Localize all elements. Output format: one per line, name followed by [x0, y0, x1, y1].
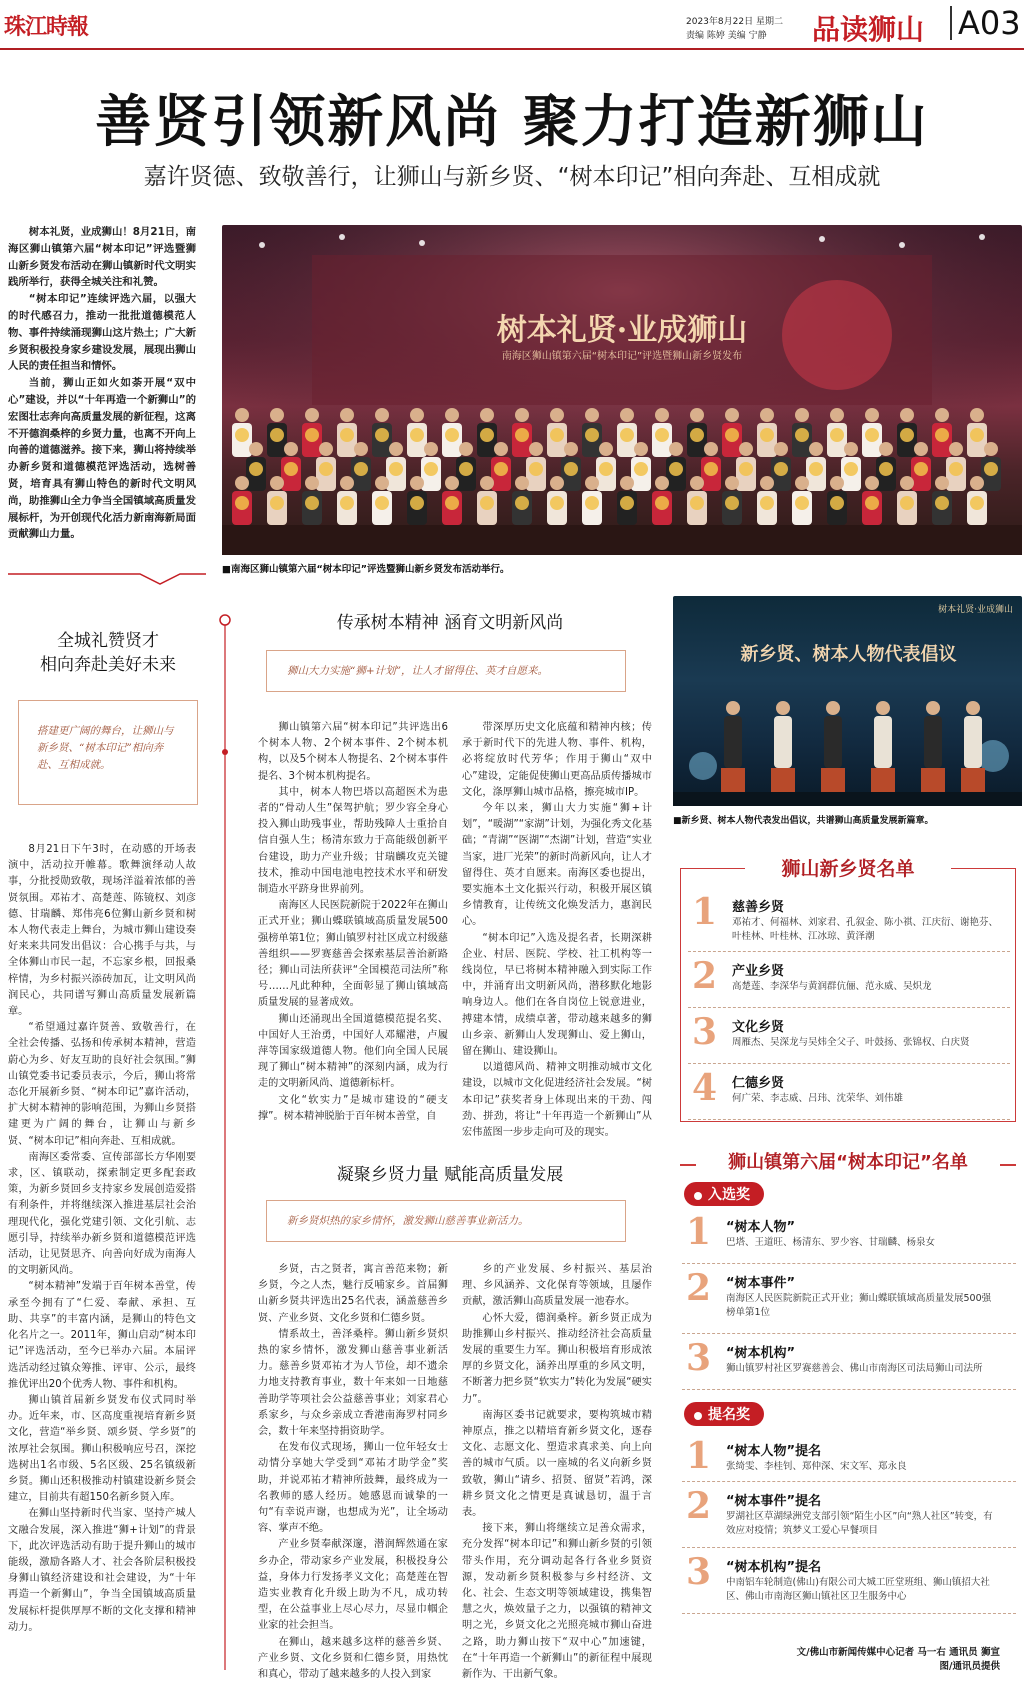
article-paragraph: 今年以来，狮山大力实施“狮+计划”，“暖湖”“家湖”计划，为强化秀文化基础；“青湖”“医湖”“杰湖”计划，营造“实业当家，进厂光荣”的新时尚新风向，让人才留得住、英才自愿来。南海区委也提出，要实施本土文化振兴行动，积极开展区镇乡情教育，让传统文化焕发活力，惠润民心。	[462, 803, 652, 928]
list-item-title: “树本事件”提名	[726, 1494, 822, 1509]
xiangxian-list-title: 狮山新乡贤名单	[745, 854, 951, 881]
divider-arrow	[0, 568, 210, 588]
dateline: 2023年8月22日 星期二	[686, 17, 783, 27]
left-article-column	[8, 842, 196, 1674]
list-item-number: 2	[686, 1485, 712, 1527]
left-section-title-1: 全城礼赞贤才	[57, 631, 159, 651]
list-item-number: 1	[692, 891, 718, 933]
article-paragraph: 南海区人民医院新院于2022年在狮山正式开业；狮山蝶联镇域高质量发展500强榜单第1位；狮山镇罗村社区成立村级慈善组织——罗赛慈善会探索基层善治新路径；狮山司法所获评“全国模范司法所”称号……凡此种种，全面彰显了狮山镇域高质量发展的显著成效。	[258, 900, 448, 1009]
winners-label-row	[682, 1180, 1016, 1208]
main-photo	[222, 225, 1022, 555]
list-item-title: 文化乡贤	[732, 1020, 785, 1035]
shuben-list-title: 狮山镇第六届“树本印记”名单	[696, 1148, 1000, 1174]
side-photo-title: 新乡贤、树本人物代表倡议	[740, 644, 957, 665]
article-paragraph: 在狮山，越来越多这样的慈善乡贤、产业乡贤、文化乡贤和仁德乡贤，用热忱和真心，带动了越来越多的人投入到家	[258, 1636, 448, 1681]
list-item	[682, 1208, 1016, 1264]
list-item	[688, 1008, 1010, 1064]
list-item-names: 何广荣、李志威、吕玮、沈荣华、刘伟雄	[732, 1093, 904, 1104]
list-item-title: 仁德乡贤	[732, 1076, 785, 1091]
mid-section-2-title: 凝聚乡贤力量 赋能高质量发展	[336, 1165, 564, 1185]
mid-section-1-col-2	[462, 720, 652, 1139]
article-paragraph: 文化“软实力”是城市建设的“硬支撑”。树本精神脱胎于百年树本善堂，自	[258, 1094, 448, 1122]
list-item-number: 2	[686, 1267, 712, 1309]
list-item-title: “树本事件”	[726, 1276, 796, 1291]
article-paragraph: 狮山镇第六届“树本印记”共评选出6个树本人物、2个树本事件、2个树本机构，以及5个树本人物提名、2个树本事件提名、3个树本机构提名。	[258, 722, 448, 782]
intro-column	[8, 224, 196, 556]
stage-title: 树本礼贤·业成狮山	[496, 313, 748, 348]
article-paragraph: 接下来，狮山将继续立足善众需求，充分发挥“树本印记”和狮山新乡贤的引领带头作用，充分调动起各行各业乡贤资源，发动新乡贤积极参与乡村经济、文化、社会、生态文明等领域建设，携集智慧之火，焕效量子之力，以强镇的精神文明之光，乡贤文化之光照亮城市狮山奋进之路，助力狮山按下“双中心”加速键，在“十年再造一个新狮山”的新征程中展现新作为、干出新气象。	[462, 1523, 652, 1681]
list-item-names: 周雁杰、吴深龙与吴炜全父子、叶鼓扬、张锦权、白庆贤	[732, 1037, 970, 1048]
main-photo-caption: ■南海区狮山镇第六届“树本印记”评选暨狮山新乡贤发布活动举行。	[222, 564, 510, 575]
article-paragraph: 其中，树本人物巴塔以高超医术为患者的“骨动人生”保驾护航；罗少容全身心投入狮山助残事业，帮助残障人士重拾自信自强人生；杨清东致力于高能级创新平台建设，助力产业升级；甘瑞麟攻克关键技术，推动中国电池电控技术水平和研发制造水平跻身世界前列。	[258, 786, 448, 896]
nominees-label-row	[682, 1398, 1016, 1432]
article-paragraph: 带深厚历史文化底蕴和精神内核；传承于新时代下的先进人物、事件、机构，必将绽放时代芳华；作用于狮山“双中心”建设，定能促使狮山更高品质传播城市文化，涤厚狮山城市品格，擦亮城市IP。	[462, 722, 652, 798]
list-item-title: “树本人物”	[726, 1220, 796, 1235]
list-item-number: 2	[692, 955, 718, 997]
list-item-title: “树本人物”提名	[726, 1444, 822, 1459]
left-section-title-2: 相向奔赴美好未来	[40, 655, 176, 675]
list-item	[688, 888, 1010, 952]
list-item-number: 4	[692, 1067, 718, 1109]
list-item	[682, 1432, 1016, 1482]
page-number: A03	[950, 6, 1021, 40]
article-paragraph: 狮山镇首届新乡贤发布仪式同时举办。近年来，市、区高度重视培育新乡贤文化，营造“举乡贤、颂乡贤、学乡贤”的浓厚社会氛围。狮山积极响应号召，深挖选树出1名市级、5名区级、25名镇级新乡贤。狮山还积极推动村镇建设新乡贤会建立，目前共有超150名新乡贤入库。	[8, 1394, 196, 1504]
side-photo-banner: 树本礼贤·业成狮山	[938, 605, 1013, 615]
article-paragraph: 狮山还涌现出全国道德模范提名奖、中国好人王治勇，中国好人邓耀港，卢履萍等国家级道德人物。他们向全国人民展现了狮山“树本精神”的深刻内涵，成为行走的文明新风尚、道德新标杆。	[258, 1013, 448, 1090]
side-photo	[673, 596, 1022, 806]
list-item-names: 张绮雯、李桂钊、郑仲深、宋文军、郑永良	[726, 1461, 907, 1472]
stage-subtitle: 南海区狮山镇第六届“树本印记”评选暨狮山新乡贤发布	[501, 351, 743, 362]
list-item-number: 3	[686, 1337, 712, 1379]
article-paragraph: 乡的产业发展、乡村振兴、基层治理、乡风涵养、文化保育等领域，且屡作贡献，激活狮山高质量发展一池春水。	[462, 1264, 652, 1308]
mid-section-1-quote: 狮山大力实施“狮+计划”，让人才留得住、英才自愿来。	[266, 650, 626, 692]
mid-section-2-col-1	[258, 1262, 448, 1681]
list-item-names: 高楚莲、李深华与黄润群伉俪、范永威、吴炽龙	[732, 981, 932, 992]
list-item-number: 3	[686, 1551, 712, 1593]
winners-label: 入选奖	[684, 1182, 764, 1206]
paper-logo: 珠江時報	[4, 14, 89, 40]
nominees-label: 提名奖	[684, 1402, 764, 1426]
list-item	[688, 952, 1010, 1008]
list-item-names: 罗湖社区草湖绿洲党支部引领“陌生小区”向“熟人社区”转变，有效应对疫情；筑梦义工爱心早餐项目	[726, 1511, 993, 1536]
list-item	[682, 1548, 1016, 1614]
mid-section-1-title: 传承树本精神 涵育文明新风尚	[336, 613, 564, 633]
article-paragraph: 产业乡贤奉献深邃，潜润辉然通在家乡办企，带动家乡产业发展，积极投身公益，身体力行发扬孝义文化；高楚莲在智造实业教育化升级上助为不凡，成功转型，在公益事业上尽心尽力，尽显巾帼企业家的社会担当。	[258, 1539, 448, 1632]
intro-paragraph: 树本礼贤，业成狮山！8月21日，南海区狮山镇第六届“树本印记”评选暨狮山新乡贤发布活动在狮山镇新时代文明实践所举行，获得全城关注和礼赞。	[8, 226, 196, 289]
article-paragraph: 以道德风尚、精神文明推动城市文化建设，以城市文化促进经济社会发展。“树本印记”获奖者身上体现出来的干劲、闯劲、拼劲，将让“十年再造一个新狮山”从宏伟蓝图一步步走向可及的现实。	[462, 1062, 652, 1139]
list-item-number: 1	[686, 1435, 712, 1477]
intro-paragraph: 当前，狮山正如火如荼开展“双中心”建设，并以“十年再造一个新狮山”的宏图壮志奔向高质量发展的新征程，这离不开德润桑梓的乡贤力量，也离不开向上向善的道德滋养。接下来，狮山将持续举办新乡贤和道德模范评选活动，选树善贤，培育具有狮山特色的新时代文明风尚，助推狮山全力争当全国镇域高质量发展标杆，为开创现代化活力新南海新局面贡献狮山力量。	[8, 377, 196, 541]
intro-paragraph: “树本印记”连续评选六届，以强大的时代感召力，推动一批批道德模范人物、事件持续涌现狮山这片热土；广大新乡贤积极投身家乡建设发展，展现出狮山人民的责任担当和情怀。	[8, 293, 196, 373]
list-item-number: 3	[692, 1011, 718, 1053]
side-photo-scene	[673, 596, 1022, 806]
byline	[700, 1646, 1000, 1674]
list-item-names: 巴塔、王道旺、杨清东、罗少容、甘瑞麟、杨泉女	[726, 1237, 936, 1248]
list-item-names: 南海区人民医院新院正式开业；狮山蝶联镇域高质量发展500强榜单第1位	[726, 1293, 992, 1318]
dot-icon	[694, 1192, 702, 1200]
article-paragraph: 南海区委常委、宣传部部长方华刚要求，区、镇联动，探索制定更多配套政策，为新乡贤回乡支持家乡发展创造爱搭有利条件，并将继续深入推进基层社会治理现代化，强化党建引领、文化引航、志愿引导，持续举办新乡贤和道德模范评选活动，让见贤思齐、向善向好成为南海人的文明新风尚。	[8, 1151, 196, 1277]
list-item-title: 慈善乡贤	[732, 900, 785, 915]
article-paragraph: 心怀大爱，德润桑梓。新乡贤正成为助推狮山乡村振兴、推动经济社会高质量发展的重要生力军。狮山积极培育形成浓厚的乡贤文化，涵养出厚重的乡风文明，不断著力把乡贤“软实力”转化为发展“硬实力”。	[462, 1312, 652, 1405]
list-item	[682, 1264, 1016, 1334]
article-paragraph: 南海区委书记就要求，要构筑城市精神原点，推之以精培育新乡贤文化，逐春文化、志愿文化、塑造求真求美、向上向善的城市气质。以一座城的名义向新乡贤致敬，狮山“请乡、招贤、留贤”若鸿，深耕乡贤文化之情更是真诚恳切，温于言表。	[462, 1409, 652, 1519]
xiangxian-list	[688, 888, 1010, 1120]
list-item-number: 1	[686, 1211, 712, 1253]
list-item	[682, 1334, 1016, 1390]
list-item-title: 产业乡贤	[732, 964, 785, 979]
list-item-names: 邓祐才、何福林、刘家君、孔叙金、陈小祺、江庆衍、谢艳芬、叶桂林、叶桂林、江冰琼、黄泽潮	[732, 917, 999, 942]
section-title: 品读狮山	[812, 13, 925, 46]
shuben-list	[682, 1180, 1016, 1614]
list-item-title: “树本机构”	[726, 1346, 796, 1361]
article-paragraph: “希望通过嘉许贤善、致敬善行，在全社会传播、弘扬和传承树本精神，营造蔚心为乡、好友互助的良好社会氛围。”狮山镇党委书记委员表示，今后，狮山将常态化开展新乡贤、“树本印记”嘉许活动，扩大树本精神的影响范围，为狮山乡贤搭建更为广阔的舞台，让狮山与新乡贤、“树本印记”相向奔赴、互相成就。	[8, 1022, 196, 1147]
headline: 善贤引领新风尚 聚力打造新狮山	[95, 90, 929, 155]
mid-section-2-quote: 新乡贤炽热的家乡情怀，激发狮山慈善事业新活力。	[266, 1200, 626, 1242]
article-paragraph: 情系故土，善泽桑梓。狮山新乡贤炽热的家乡情怀，激发狮山慈善事业新活力。慈善乡贤邓祐才为人节俭，却不遗余力地支持教育事业，数十年来如一日地慈善助学等项社会公益慈善事业；刘家君心系家乡，与众乡亲成立香港南海罗村同乡会，数十年来坚持捐资助学。	[258, 1328, 448, 1438]
mid-section-1-col-1	[258, 720, 448, 1132]
article-paragraph: 8月21日下午3时，在动感的开场表演中，活动拉开帷幕。歌舞演绎动人故事，分批授勋致敬，现场洋溢着浓郁的善贤氛围。邓祐才、高楚莲、陈镜权、刘彦德、甘瑞麟、郑伟亮6位狮山新乡贤和树本人物代表走上舞台，为城市狮山建设奏好来来共同发出倡议：合心携手与共，与全体狮山市民一起，不忘家乡根，回报桑梓情，为乡村振兴添砖加瓦，让文明风尚润民心，共同谱写狮山高质量发展新篇章。	[8, 844, 196, 1018]
list-item-names: 狮山镇罗村社区罗赛慈善会、佛山市南海区司法局狮山司法所	[726, 1363, 983, 1374]
main-photo-scene	[222, 225, 1022, 555]
article-paragraph: 在狮山坚持新时代当家、坚持产城人文融合发展，深入推进“狮+计划”的背景下，此次评选活动有助于提升狮山的城市能级，激励各路人才、社会各阶层积极投身狮山镇经济建设和社会建设，为“十年再造一个新狮山”，争当全国镇域高质量发展标杆提供厚厚不断的文化支撑和精神动力。	[8, 1508, 196, 1633]
mid-section-2-col-2	[462, 1262, 652, 1681]
article-paragraph: 乡贤，古之贤者，寓言善范来物；新乡贤，今之人杰，魅行反哺家乡。首届狮山新乡贤共评选出25名代表，涵盖慈善乡贤、产业乡贤、文化乡贤和仁德乡贤。	[258, 1264, 448, 1324]
editor-line: 责编 陈婷 美编 宁静	[686, 31, 767, 41]
list-item	[682, 1482, 1016, 1548]
article-paragraph: “树本印记”入选及提名者，长期深耕企业、村居、医院、学校、社工机构等一线岗位，早已将树本精神融入到实际工作中，并涌育出文明新风尚，潜移默化地影响身边人。他们在各自岗位上锐意进业，搏建本情，成绩卓著，带动越来越多的狮山乡亲、新狮山人发现狮山、爱上狮山，留在狮山、建设狮山。	[462, 932, 652, 1058]
list-item	[688, 1064, 1010, 1120]
byline-text: 文/佛山市新闻传媒中心记者 马一右 通讯员 狮宣	[796, 1647, 1000, 1658]
timeline-line	[218, 612, 232, 1672]
dot-icon	[694, 1412, 702, 1420]
left-pull-quote: 搭建更广阔的舞台，让狮山与新乡贤、“树本印记”相向奔赴、互相成就。	[18, 700, 198, 805]
article-paragraph: “树本精神”发端于百年树本善堂，传承至今拥有了“仁爱、奉献、承担、互助、共享”的丰富内涵，是狮山的特色文化名片之一。2011年，狮山启动“树本印记”评选活动，至今已举办六届。本届评选活动经过镇众筹推、评审、公示，最终推优评出20个优秀人物、事件和机构。	[8, 1281, 196, 1390]
list-item-names: 中南铝车轮制造(佛山)有限公司大城工匠堂班组、狮山镇招大社区、佛山市南海区狮山镇社区卫生服务中心	[726, 1577, 990, 1602]
subheadline: 嘉许贤德、致敬善行，让狮山与新乡贤、“树本印记”相向奔赴、互相成就	[143, 164, 881, 190]
article-paragraph: 在发布仪式现场，狮山一位年轻女士动情分享她大学受到“邓祐才助学金”奖助，并说邓祐才精神所鼓舞，最终成为一名教师的感人经历。她感恩而诚挚的一句“有幸说声谢，也想成为光”，让全场动容、掌声不绝。	[258, 1442, 448, 1535]
byline-photo: 图/通讯员提供	[939, 1661, 1000, 1672]
list-item-title: “树本机构”提名	[726, 1560, 822, 1575]
side-photo-caption: ■新乡贤、树本人物代表发出倡议，共谱狮山高质量发展新篇章。	[673, 816, 934, 826]
